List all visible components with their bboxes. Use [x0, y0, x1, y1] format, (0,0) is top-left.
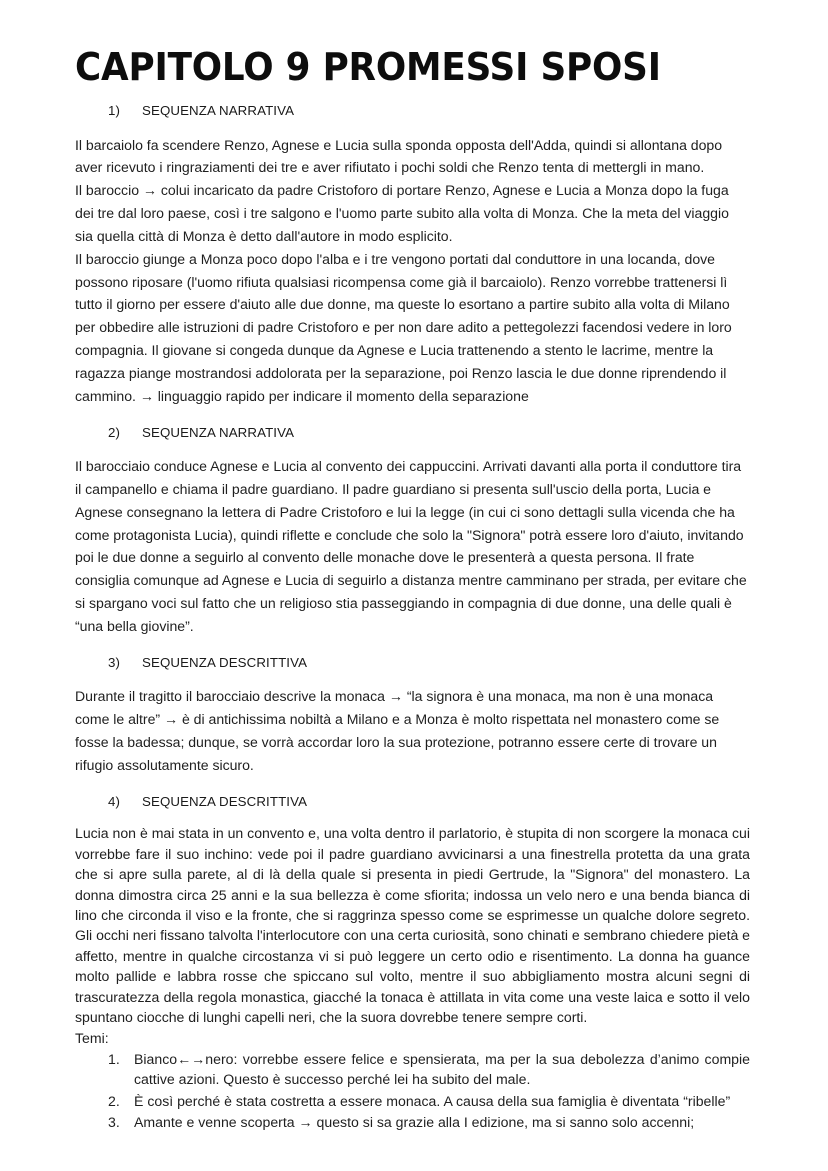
list-item-number: 3.	[108, 1114, 120, 1131]
section-heading-label-4: SEQUENZA DESCRITTIVA	[142, 793, 308, 809]
section-heading-3	[75, 655, 750, 672]
section-1-paragraph-1: Il barcaiolo fa scendere Renzo, Agnese e Lucia sulla sponda opposta dell'Adda, quindi si allontana dopo aver ricevuto i ringraziamenti dei tre e aver rifiutato i pochi soldi che Renzo tenta di mettergli in mano.	[75, 136, 723, 176]
section-heading-label-1: SEQUENZA NARRATIVA	[142, 103, 295, 118]
list-item-number: 2.	[108, 1092, 120, 1109]
temi-list	[75, 1049, 750, 1133]
section-heading-label-3: SEQUENZA DESCRITTIVA	[142, 654, 308, 670]
page-title: CAPITOLO 9 PROMESSI SPOSI	[75, 45, 661, 89]
section-heading-label-2: SEQUENZA NARRATIVA	[142, 424, 295, 440]
temi-label: Temi:	[75, 1029, 109, 1046]
section-1-paragraph-2: Il baroccio → colui incaricato da padre Cristoforo di portare Renzo, Agnese e Lucia a Monza dopo la fuga dei tre dal loro paese, così i tre salgono e l'uomo parte subito alla volta di Monza. Che la meta del viaggio sia quella città di Monza è detto dall'autore in modo esplicito.	[75, 182, 729, 244]
section-4-paragraph-1: Lucia non è mai stata in un convento e, una volta dentro il parlatorio, è stupita di non scorgere la monaca cui vorrebbe fare il suo inchino: vede poi il padre guardiano avvicinarsi a una finestrella protetta da una grata che si apre sulla parete, al di là della quale si presenta in piedi Gertrude, la "Signora" del monastero. La donna dimostra circa 25 anni e la sua bellezza è come sfiorita; indossa un velo nero e una benda bianca di lino che circonda il viso e la fronte, che si raggrinza spesso come se esprimesse un qualche dolore segreto. Gli occhi neri fissano talvolta l'interlocutore con una certa curiosità, sono chinati e sembrano chiedere pietà e affetto, mentre in qualche circostanza vi si può leggere un certo odio e risentimento. La donna ha guance molto pallide e labbra rosse che spiccano sul volto, mentre il suo abbigliamento mostra alcuni segni di trascuratezza della regola monastica, giacché la tonaca è attillata in vita come una veste laica e sotto il velo spuntano ciocche di lunghi capelli neri, che la suora dovrebbe tenere sempre corti.	[75, 825, 750, 1026]
section-number-3: 3)	[108, 654, 121, 670]
section-2-paragraph-1: Il barocciaio conduce Agnese e Lucia al convento dei cappuccini. Arrivati davanti alla porta il conduttore tira il campanello e chiama il padre guardiano. Il padre guardiano si presenta sull'uscio della porta, Lucia e Agnese consegnano la lettera di Padre Cristoforo e lui la legge (in cui ci sono dettagli sulla vicenda che ha come protagonista Lucia), quindi riflette e conclude che solo la "Signora" potrà essere loro d'aiuto, invitando poi le due donne a seguirlo al convento delle monache dove le presenterà a questa persona. Il frate consiglia comunque ad Agnese e Lucia di seguirlo a distanza mentre camminano per strada, per evitare che si spargano voci sul fatto che un religioso stia passeggiando in compagnia di due donne, una delle quali è “una bella giovine”.	[75, 458, 747, 634]
list-item-text: Amante e venne scoperta → questo si sa grazie alla I edizione, ma si sanno solo accenni;	[134, 1114, 695, 1131]
section-heading-1	[75, 103, 750, 120]
list-item-text: È così perché è stata costretta a essere monaca. A causa della sua famiglia è diventata “ribelle”	[134, 1092, 731, 1109]
list-item	[75, 1112, 750, 1132]
section-number-4: 4)	[108, 793, 121, 809]
section-number-1: 1)	[108, 103, 121, 118]
section-number-2: 2)	[108, 424, 121, 440]
list-item-text: Bianco←→nero: vorrebbe essere felice e spensierata, ma per la sua debolezza d’animo compie cattive azioni. Questo è successo perché lei ha subito del male.	[134, 1050, 750, 1088]
list-item	[75, 1091, 750, 1111]
section-1-paragraph-3: Il baroccio giunge a Monza poco dopo l'alba e i tre vengono portati dal conduttore in una locanda, dove possono riposare (l'uomo rifiuta qualsiasi ricompensa come già il barcaiolo). Renzo vorrebbe trattenersi lì tutto il giorno per essere d'aiuto alle due donne, ma queste lo esortano a partire subito alla volta di Milano per obbedire alle istruzioni di padre Cristoforo e per non dare adito a pettegolezzi facendosi vedere in loro compagnia. Il giovane si congeda dunque da Agnese e Lucia trattenendo a stento le lacrime, mentre la ragazza piange mostrandosi addolorata per la separazione, poi Renzo lascia le due donne riprendendo il cammino. → linguaggio rapido per indicare il momento della separazione	[75, 250, 732, 404]
section-heading-4	[75, 794, 750, 811]
section-heading-2	[75, 425, 750, 442]
list-item	[75, 1049, 750, 1090]
section-3-paragraph-1: Durante il tragitto il barocciaio descrive la monaca → “la signora è una monaca, ma non è una monaca come le altre” → è di antichissima nobiltà a Milano e a Monza è molto rispettata nel monastero come se fosse la badessa; dunque, se vorrà accordar loro la sua protezione, potranno essere certe di trovare un rifugio assolutamente sicuro.	[75, 688, 720, 773]
list-item-number: 1.	[108, 1050, 120, 1067]
